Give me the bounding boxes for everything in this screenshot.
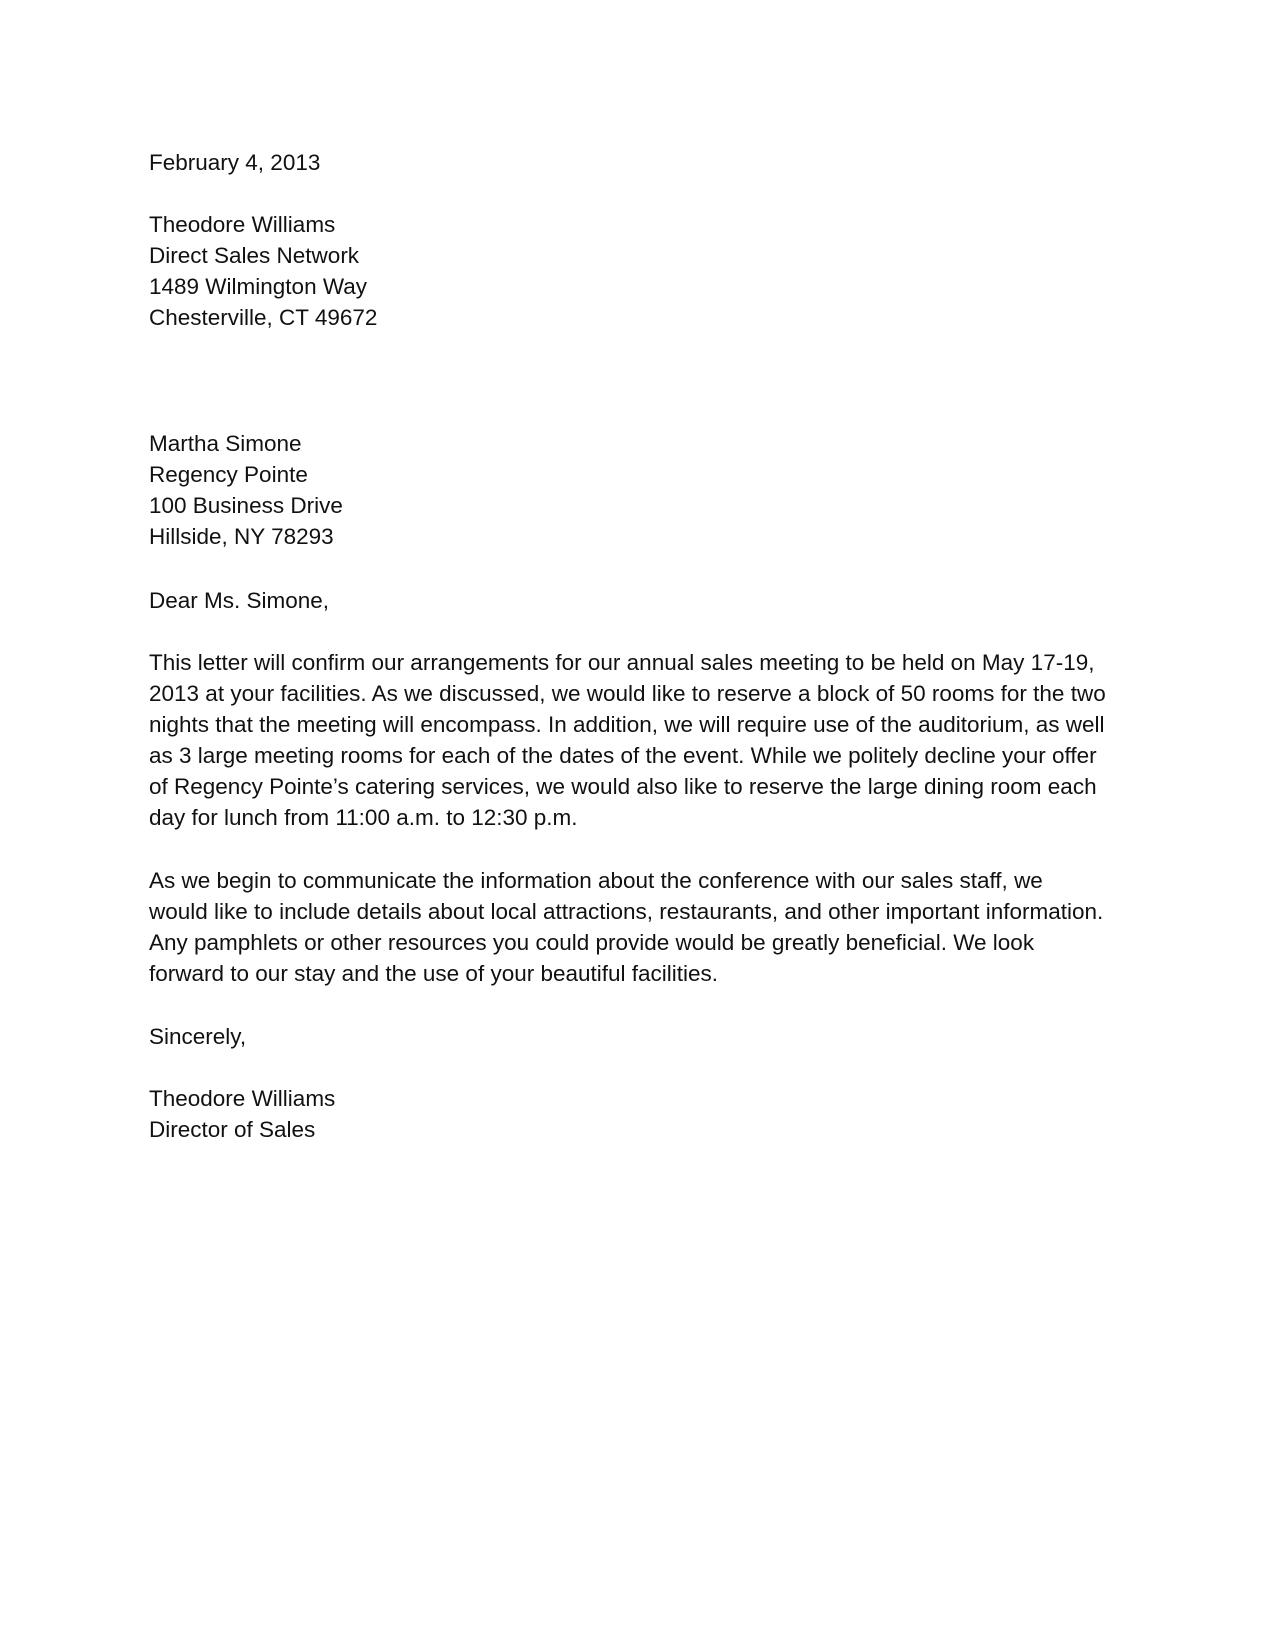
letter-date-block (149, 147, 1139, 178)
paragraph-line: As we begin to communicate the information about the conference with our sales staff, we (149, 868, 1043, 893)
paragraph-line: This letter will confirm our arrangements for our annual sales meeting to be held on May 17-19, (149, 650, 1095, 675)
paragraph-line: of Regency Pointe’s catering services, we would also like to reserve the large dining room each (149, 774, 1097, 799)
paragraph-line: 2013 at your facilities. As we discussed, we would like to reserve a block of 50 rooms for the two (149, 681, 1106, 706)
recipient-name: Martha Simone (149, 431, 302, 456)
body-paragraph-2 (149, 865, 1139, 989)
recipient-company: Regency Pointe (149, 462, 308, 487)
paragraph-line: forward to our stay and the use of your beautiful facilities. (149, 961, 719, 986)
paragraph-line: nights that the meeting will encompass. In addition, we will require use of the auditorium, as well (149, 712, 1105, 737)
signature-name: Theodore Williams (149, 1086, 336, 1111)
recipient-street: 100 Business Drive (149, 493, 343, 518)
recipient-city-state-zip: Hillside, NY 78293 (149, 524, 334, 549)
paragraph-line: Any pamphlets or other resources you could provide would be greatly beneficial. We look (149, 930, 1035, 955)
paragraph-line: would like to include details about local attractions, restaurants, and other important information. (149, 899, 1104, 924)
closing-block (149, 1021, 1139, 1052)
signature-block (149, 1083, 1139, 1145)
salutation-block (149, 585, 1139, 616)
closing: Sincerely, (149, 1024, 247, 1049)
sender-name: Theodore Williams (149, 212, 336, 237)
sender-street: 1489 Wilmington Way (149, 274, 368, 299)
sender-company: Direct Sales Network (149, 243, 360, 268)
sender-address-block (149, 209, 1139, 333)
sender-city-state-zip: Chesterville, CT 49672 (149, 305, 378, 330)
paragraph-line: as 3 large meeting rooms for each of the dates of the event. While we politely decline your offer (149, 743, 1097, 768)
body-paragraph-1 (149, 647, 1139, 833)
letter-date: February 4, 2013 (149, 150, 321, 175)
signature-title: Director of Sales (149, 1117, 316, 1142)
salutation: Dear Ms. Simone, (149, 588, 330, 613)
recipient-address-block (149, 428, 1139, 552)
paragraph-line: day for lunch from 11:00 a.m. to 12:30 p.m. (149, 805, 578, 830)
